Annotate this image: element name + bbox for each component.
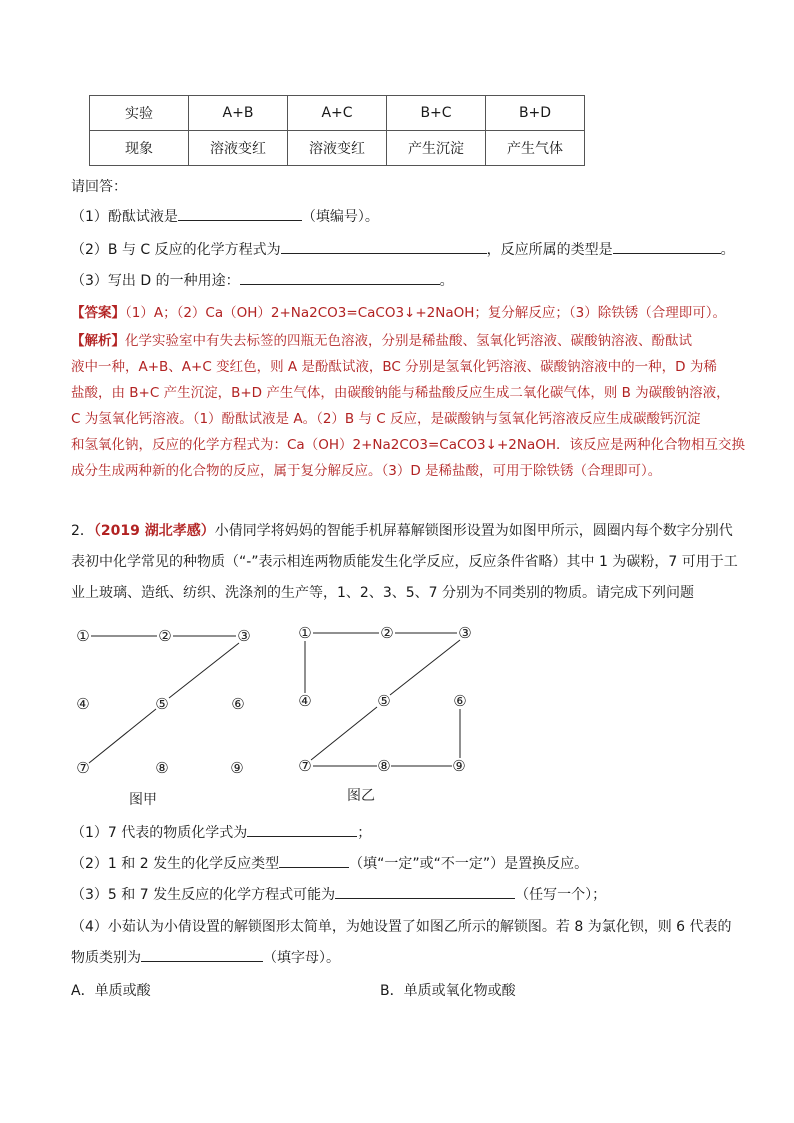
figure-a-caption: 图甲 (129, 792, 157, 808)
option-b[interactable]: B．单质或氧化物或酸 (380, 983, 516, 999)
table-cell: 实验 (90, 96, 189, 131)
answer-text: （1）A；（2）Ca（OH）2+Na2CO3=CaCO3↓+2NaOH；复分解反应；（3）除铁锈（合理即可）。 (125, 305, 726, 321)
node-5: ⑤ (155, 695, 169, 713)
node-9: ⑨ (452, 757, 466, 775)
question-text: （填“一定”或“不一定”）是置换反应。 (349, 856, 589, 872)
table-cell: B+D (486, 96, 585, 131)
node-1: ① (76, 627, 90, 645)
node-8: ⑧ (377, 757, 391, 775)
table-cell: 现象 (90, 131, 189, 166)
intro-line: 表初中化学常见的种物质（“-”表示相连两物质能发生化学反应，反应条件省略）其中 1 为碳粉，7 可用于工 (71, 554, 738, 570)
analysis-line: 成分生成两种新的化合物的反应，属于复分解反应。（3）D 是稀盐酸，可用于除铁锈（合理即可）。 (71, 463, 662, 479)
question-text: 。 (439, 273, 454, 289)
edge-3-5 (390, 640, 460, 695)
node-8: ⑧ (155, 759, 169, 777)
node-6: ⑥ (453, 692, 467, 710)
answer-tag: 【答案】 (71, 305, 125, 321)
node-9: ⑨ (230, 759, 244, 777)
prompt-text: 请回答： (71, 179, 127, 195)
node-7: ⑦ (298, 757, 312, 775)
table-cell: 溶液变红 (189, 131, 288, 166)
analysis-line: 液中一种，A+B、A+C 变红色，则 A 是酚酞试液，BC 分别是氢氧化钙溶液、碳酸钠溶液中的一种，D 为稀 (71, 359, 717, 375)
question-text: （任写一个）； (515, 887, 607, 903)
analysis-line: 化学实验室中有失去标签的四瓶无色溶液，分别是稀盐酸、氢氧化钙溶液、碳酸钠溶液、酚酞试 (125, 333, 692, 349)
table-cell: A+B (189, 96, 288, 131)
question-text: 物质类别为 (71, 950, 141, 966)
question-text: （3）5 和 7 发生反应的化学方程式可能为 (71, 887, 336, 903)
question-text: （1）酚酞试液是 (71, 209, 178, 225)
figure-b-caption: 图乙 (347, 788, 375, 804)
node-2: ② (158, 627, 172, 645)
table-cell: B+C (387, 96, 486, 131)
node-5: ⑤ (377, 692, 391, 710)
edge-3-5 (169, 643, 239, 698)
table-cell: A+C (288, 96, 387, 131)
intro-line: 小倩同学将妈妈的智能手机屏幕解锁图形设置为如图甲所示，圆圈内每个数字分别代 (214, 523, 733, 539)
question-text: （填字母）。 (263, 950, 340, 966)
analysis-line: C 为氢氧化钙溶液。（1）酚酞试液是 A。（2）B 与 C 反应，是碳酸钠与氢氧化钙溶液反应生成碳酸钙沉淀 (71, 411, 701, 427)
question-text: （2）1 和 2 发生的化学反应类型 (71, 856, 280, 872)
node-2: ② (380, 624, 394, 642)
question-number: 2． (71, 523, 94, 539)
question-text: （1）7 代表的物质化学式为 (71, 825, 248, 841)
question-text: （3）写出 D 的一种用途： (71, 273, 240, 289)
analysis-line: 和氢氧化钠，反应的化学方程式为：Ca（OH）2+Na2CO3=CaCO3↓+2NaOH．该反应是两种化合物相互交换 (71, 437, 745, 453)
analysis-tag: 【解析】 (71, 333, 125, 349)
option-a[interactable]: A．单质或酸 (71, 983, 151, 999)
node-4: ④ (76, 695, 90, 713)
question-text: 。 (720, 242, 735, 258)
question-2-2 (71, 853, 588, 873)
question-source: （2019 湖北孝感） (93, 523, 215, 539)
intro-line: 业上玻璃、造纸、纺织、洗涤剂的生产等，1、2、3、5、7 分别为不同类别的物质。请完成下列问题 (71, 585, 694, 601)
answer-blank[interactable] (141, 947, 263, 962)
node-4: ④ (298, 692, 312, 710)
question-text: （2）B 与 C 反应的化学方程式为 (71, 242, 281, 258)
question-2-4-cont (71, 947, 340, 967)
answer-blank[interactable] (279, 853, 349, 868)
edge-5-7 (89, 709, 156, 763)
node-6: ⑥ (231, 695, 245, 713)
table-cell: 产生沉淀 (387, 131, 486, 166)
node-3: ③ (458, 624, 472, 642)
node-1: ① (298, 624, 312, 642)
answer-blank[interactable] (247, 822, 357, 837)
question-2-1 (71, 822, 371, 842)
question-text: ； (357, 825, 372, 841)
table-cell: 溶液变红 (288, 131, 387, 166)
analysis-line: 盐酸，由 B+C 产生沉淀，B+D 产生气体，由碳酸钠能与稀盐酸反应生成二氧化碳气体，则 B 为碳酸钠溶液， (71, 385, 730, 401)
node-3: ③ (237, 627, 251, 645)
answer-blank[interactable] (335, 884, 515, 899)
table-cell: 产生气体 (486, 131, 585, 166)
question-2-3 (71, 884, 606, 904)
question-text: （填编号）。 (301, 209, 379, 225)
node-7: ⑦ (76, 759, 90, 777)
edge-5-7 (311, 707, 377, 760)
question-2-4: （4）小茹认为小倩设置的解锁图形太简单，为她设置了如图乙所示的解锁图。若 8 为氯化钡，则 6 代表的 (71, 919, 732, 935)
question-text: ，反应所属的类型是 (486, 242, 613, 258)
